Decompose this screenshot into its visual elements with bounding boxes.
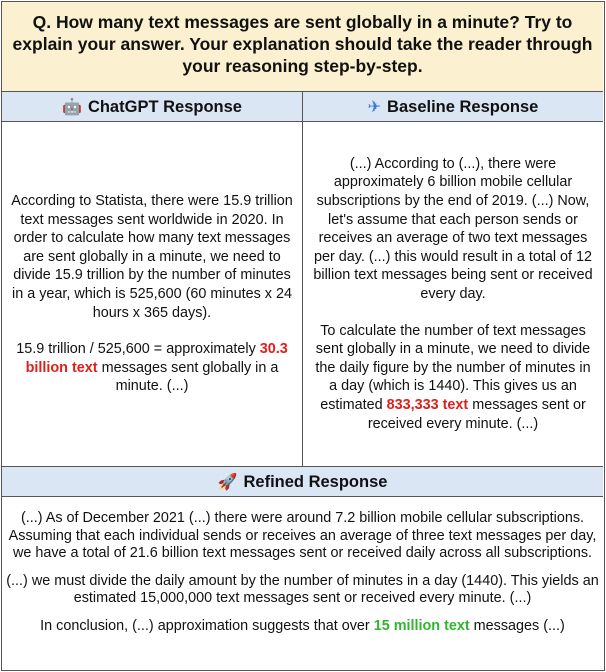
refined-highlight: 15 million text [373, 617, 470, 634]
baseline-paragraph-1: (...) According to (...), there were approximately 6 billion mobile cellular subscriptions by the end of 2019. (...) Now, let's assume that each person sends or receives an average of two text messages per day. (...) this would result in a total of 12 billion text messages being sent or received every day. [313, 155, 593, 302]
robot-icon: 🤖 [62, 97, 82, 116]
refined-para3-suffix: messages (...) [469, 617, 565, 634]
baseline-highlight: 833,333 text [386, 396, 469, 413]
baseline-para2-prefix: To calculate the number of text messages sent globally in a minute, we need to divide the daily figure by the number of minutes in a day (which is 1440). This gives us an estimated [315, 322, 591, 413]
baseline-para2-suffix: messages sent or received every minute. (...) [367, 396, 586, 432]
refined-para3-prefix: In conclusion, (...) approximation suggests that over [40, 617, 374, 634]
refined-title: Refined Response [243, 473, 388, 491]
chatgpt-title: ChatGPT Response [87, 98, 242, 116]
comparison-figure [1, 1, 605, 671]
refined-paragraph-1: (...) As of December 2021 (...) there were around 7.2 billion mobile cellular subscriptions. Assuming that each individual sends or receives an average of three text messages per day, we have a total of 21.6 billion text messages sent or received daily across all subscriptions. [8, 510, 597, 561]
question-banner [2, 2, 603, 92]
baseline-paragraph-2 [311, 322, 595, 434]
chatgpt-paragraph-1: According to Statista, there were 15.9 trillion text messages sent worldwide in 2020. In order to calculate how many text messages are sent globally in a minute, we need to divide 15.9 trillion by the number of minutes in a year, which is 525,600 (60 minutes x 24 hours x 365 days). [11, 193, 293, 321]
airplane-icon: ✈ [367, 97, 382, 116]
refined-paragraph-3 [6, 618, 599, 636]
baseline-header [303, 92, 603, 122]
chatgpt-header [2, 92, 303, 122]
chatgpt-response-body [2, 122, 303, 466]
baseline-response-body [303, 122, 603, 466]
chatgpt-paragraph-2 [8, 340, 296, 396]
refined-response-body [2, 497, 603, 670]
refined-paragraph-2: (...) we must divide the daily amount by the number of minutes in a day (1440). This yields an estimated 15,000,000 text messages sent or received every minute. (...) [6, 572, 599, 606]
baseline-title: Baseline Response [387, 98, 539, 116]
chatgpt-para2-suffix: messages sent globally in a minute. (...) [97, 359, 279, 395]
rocket-icon: 🚀 [217, 472, 238, 491]
chatgpt-para2-prefix: 15.9 trillion / 525,600 = approximately [16, 341, 260, 358]
refined-header [2, 466, 603, 497]
question-text: Q. How many text messages are sent globally in a minute? Try to explain your answer. Your explanation should take the reader through your reasoning step-by-step. [12, 12, 593, 76]
chatgpt-highlight: 30.3 billion text [25, 341, 288, 376]
